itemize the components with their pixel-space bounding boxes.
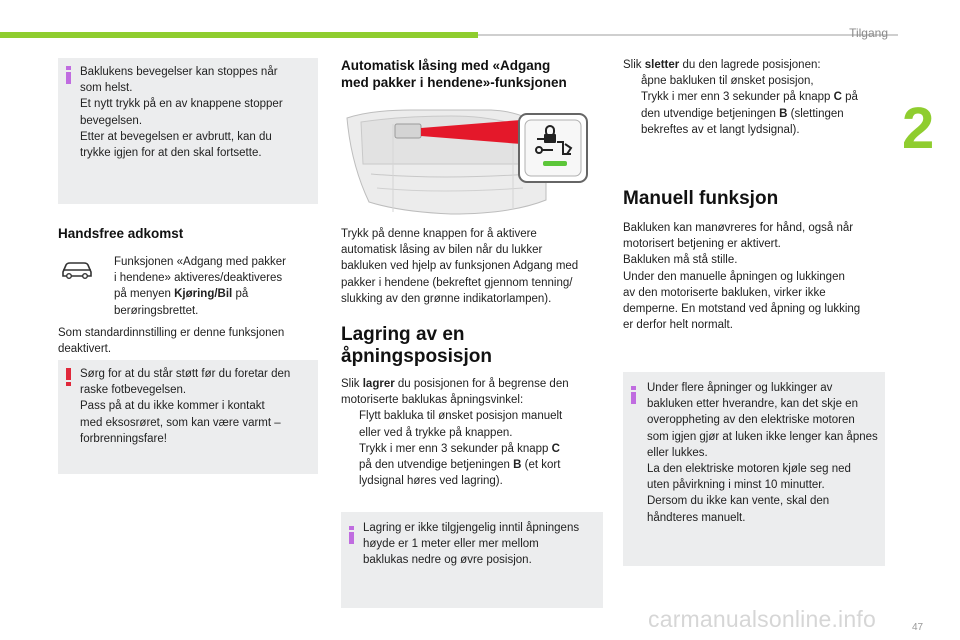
press-text-line: pakker i hendene (bekreftet gjennom tenning/ bbox=[341, 276, 573, 289]
info-icon bbox=[631, 386, 637, 404]
press-text-line: Trykk på denne knappen for å aktivere bbox=[341, 228, 537, 240]
handsfree-line: berøringsbrettet. bbox=[114, 304, 199, 317]
watermark: carmanualsonline.info bbox=[648, 606, 876, 632]
info-line: som helst. bbox=[80, 82, 133, 95]
info-box-stop bbox=[58, 58, 318, 204]
warning-icon bbox=[66, 368, 72, 386]
save-intro-line: motoriserte baklukas åpningsvinkel: bbox=[341, 394, 524, 407]
info-line: Et nytt trykk på en av knappene stopper bbox=[80, 98, 283, 111]
default-text-line: deaktivert. bbox=[58, 343, 112, 356]
delete-intro-line: Slik sletter du den lagrede posisjonen: bbox=[623, 59, 821, 71]
default-text-line: Som standardinnstilling er denne funksjonen bbox=[58, 327, 285, 339]
handsfree-line-menu: på menyen Kjøring/Bil på bbox=[114, 288, 249, 301]
manual-text-line: Under den manuelle åpningen og lukkingen bbox=[623, 270, 845, 283]
save-position-title-line: åpningsposisjon bbox=[341, 346, 492, 367]
info-line: uten påvirkning i minst 10 minutter. bbox=[647, 479, 825, 492]
auto-lock-title-line: Automatisk låsing med «Adgang bbox=[341, 58, 551, 73]
info-icon bbox=[349, 526, 355, 544]
page-number: 47 bbox=[912, 622, 924, 633]
chapter-number: 2 bbox=[902, 96, 935, 161]
info-line: høyde er 1 meter eller mer mellom bbox=[363, 538, 539, 551]
warning-line: forbrenningsfare! bbox=[80, 432, 167, 445]
handsfree-title: Handsfree adkomst bbox=[58, 226, 184, 241]
manual-text-line: av den motoriserte bakluken, virker ikke bbox=[623, 286, 826, 299]
info-line: håndteres manuelt. bbox=[647, 511, 746, 524]
manual-text-line: Bakluken må stå stille. bbox=[623, 254, 738, 267]
delete-step-1: åpne bakluken til ønsket posisjon, bbox=[641, 75, 814, 88]
manual-title: Manuell funksjon bbox=[623, 188, 779, 209]
manual-text-line: Bakluken kan manøvreres for hånd, også når bbox=[623, 222, 854, 234]
info-line: overoppheting av den elektriske motoren bbox=[647, 414, 855, 427]
delete-step-2: Trykk i mer enn 3 sekunder på knapp C på den utvendige betjeningen B (slettingen bekreftes av et langt lydsignal). bbox=[641, 91, 858, 136]
info-icon bbox=[66, 66, 72, 84]
manual-text-line: motorisert betjening er aktivert. bbox=[623, 238, 781, 251]
info-line: Baklukens bevegelser kan stoppes når bbox=[80, 66, 278, 78]
tailgate-button-illustration bbox=[341, 104, 601, 220]
info-line: Under flere åpninger og lukkinger av bbox=[647, 382, 833, 394]
info-line: La den elektriske motoren kjøle seg ned bbox=[647, 463, 851, 476]
section-label: Tilgang bbox=[849, 26, 888, 40]
header-accent-bar bbox=[0, 32, 478, 38]
info-box-storage bbox=[341, 512, 603, 608]
save-position-title-line: Lagring av en bbox=[341, 324, 465, 345]
info-box-overheat bbox=[623, 372, 885, 566]
manual-text-line: er derfor helt normalt. bbox=[623, 319, 733, 332]
header-rule bbox=[478, 34, 898, 36]
handsfree-line: Funksjonen «Adgang med pakker bbox=[114, 256, 286, 268]
save-step-2: Trykk i mer enn 3 sekunder på knapp C på den utvendige betjeningen B (et kort lydsignal høres ved lagring). bbox=[359, 442, 561, 488]
info-line: Lagring er ikke tilgjengelig inntil åpningens bbox=[363, 522, 580, 534]
info-line: trykke igjen for at den skal fortsette. bbox=[80, 147, 262, 160]
press-text-line: automatisk låsing av bilen når du lukker bbox=[341, 244, 543, 257]
info-line: baklukas nedre og øvre posisjon. bbox=[363, 554, 532, 567]
touchscreen-car-icon bbox=[60, 258, 94, 280]
info-line: eller lukkes. bbox=[647, 446, 708, 459]
press-text-line: bakluken ved hjelp av funksjonen Adgang med bbox=[341, 260, 579, 273]
warning-line: med eksosrøret, som kan være varmt – bbox=[80, 416, 281, 429]
warning-line: raske fotbevegelsen. bbox=[80, 384, 187, 397]
warning-box-footmove bbox=[58, 360, 318, 474]
press-text-line: slukking av den grønne indikatorlampen). bbox=[341, 292, 552, 305]
warning-line: Pass på at du ikke kommer i kontakt bbox=[80, 400, 265, 413]
auto-lock-title-line: med pakker i hendene»-funksjonen bbox=[341, 75, 567, 90]
info-line: som igjen gjør at luken ikke lenger kan åpnes bbox=[647, 430, 878, 443]
save-intro-line: Slik lagrer du posisjonen for å begrense den bbox=[341, 378, 569, 390]
info-line: bevegelsen. bbox=[80, 114, 143, 127]
info-line: bakluken etter hverandre, kan det skje en bbox=[647, 398, 858, 411]
manual-text-line: demperne. En motstand ved åpning og lukking bbox=[623, 303, 861, 316]
save-step-1: Flytt bakluka til ønsket posisjon manuelt eller ved å trykke på knappen. bbox=[359, 410, 563, 439]
handsfree-line: i hendene» aktiveres/deaktiveres bbox=[114, 272, 283, 285]
warning-line: Sørg for at du står støtt før du foretar den bbox=[80, 368, 291, 380]
info-line: Etter at bevegelsen er avbrutt, kan du bbox=[80, 130, 272, 143]
info-line: Dersom du ikke kan vente, skal den bbox=[647, 495, 830, 508]
